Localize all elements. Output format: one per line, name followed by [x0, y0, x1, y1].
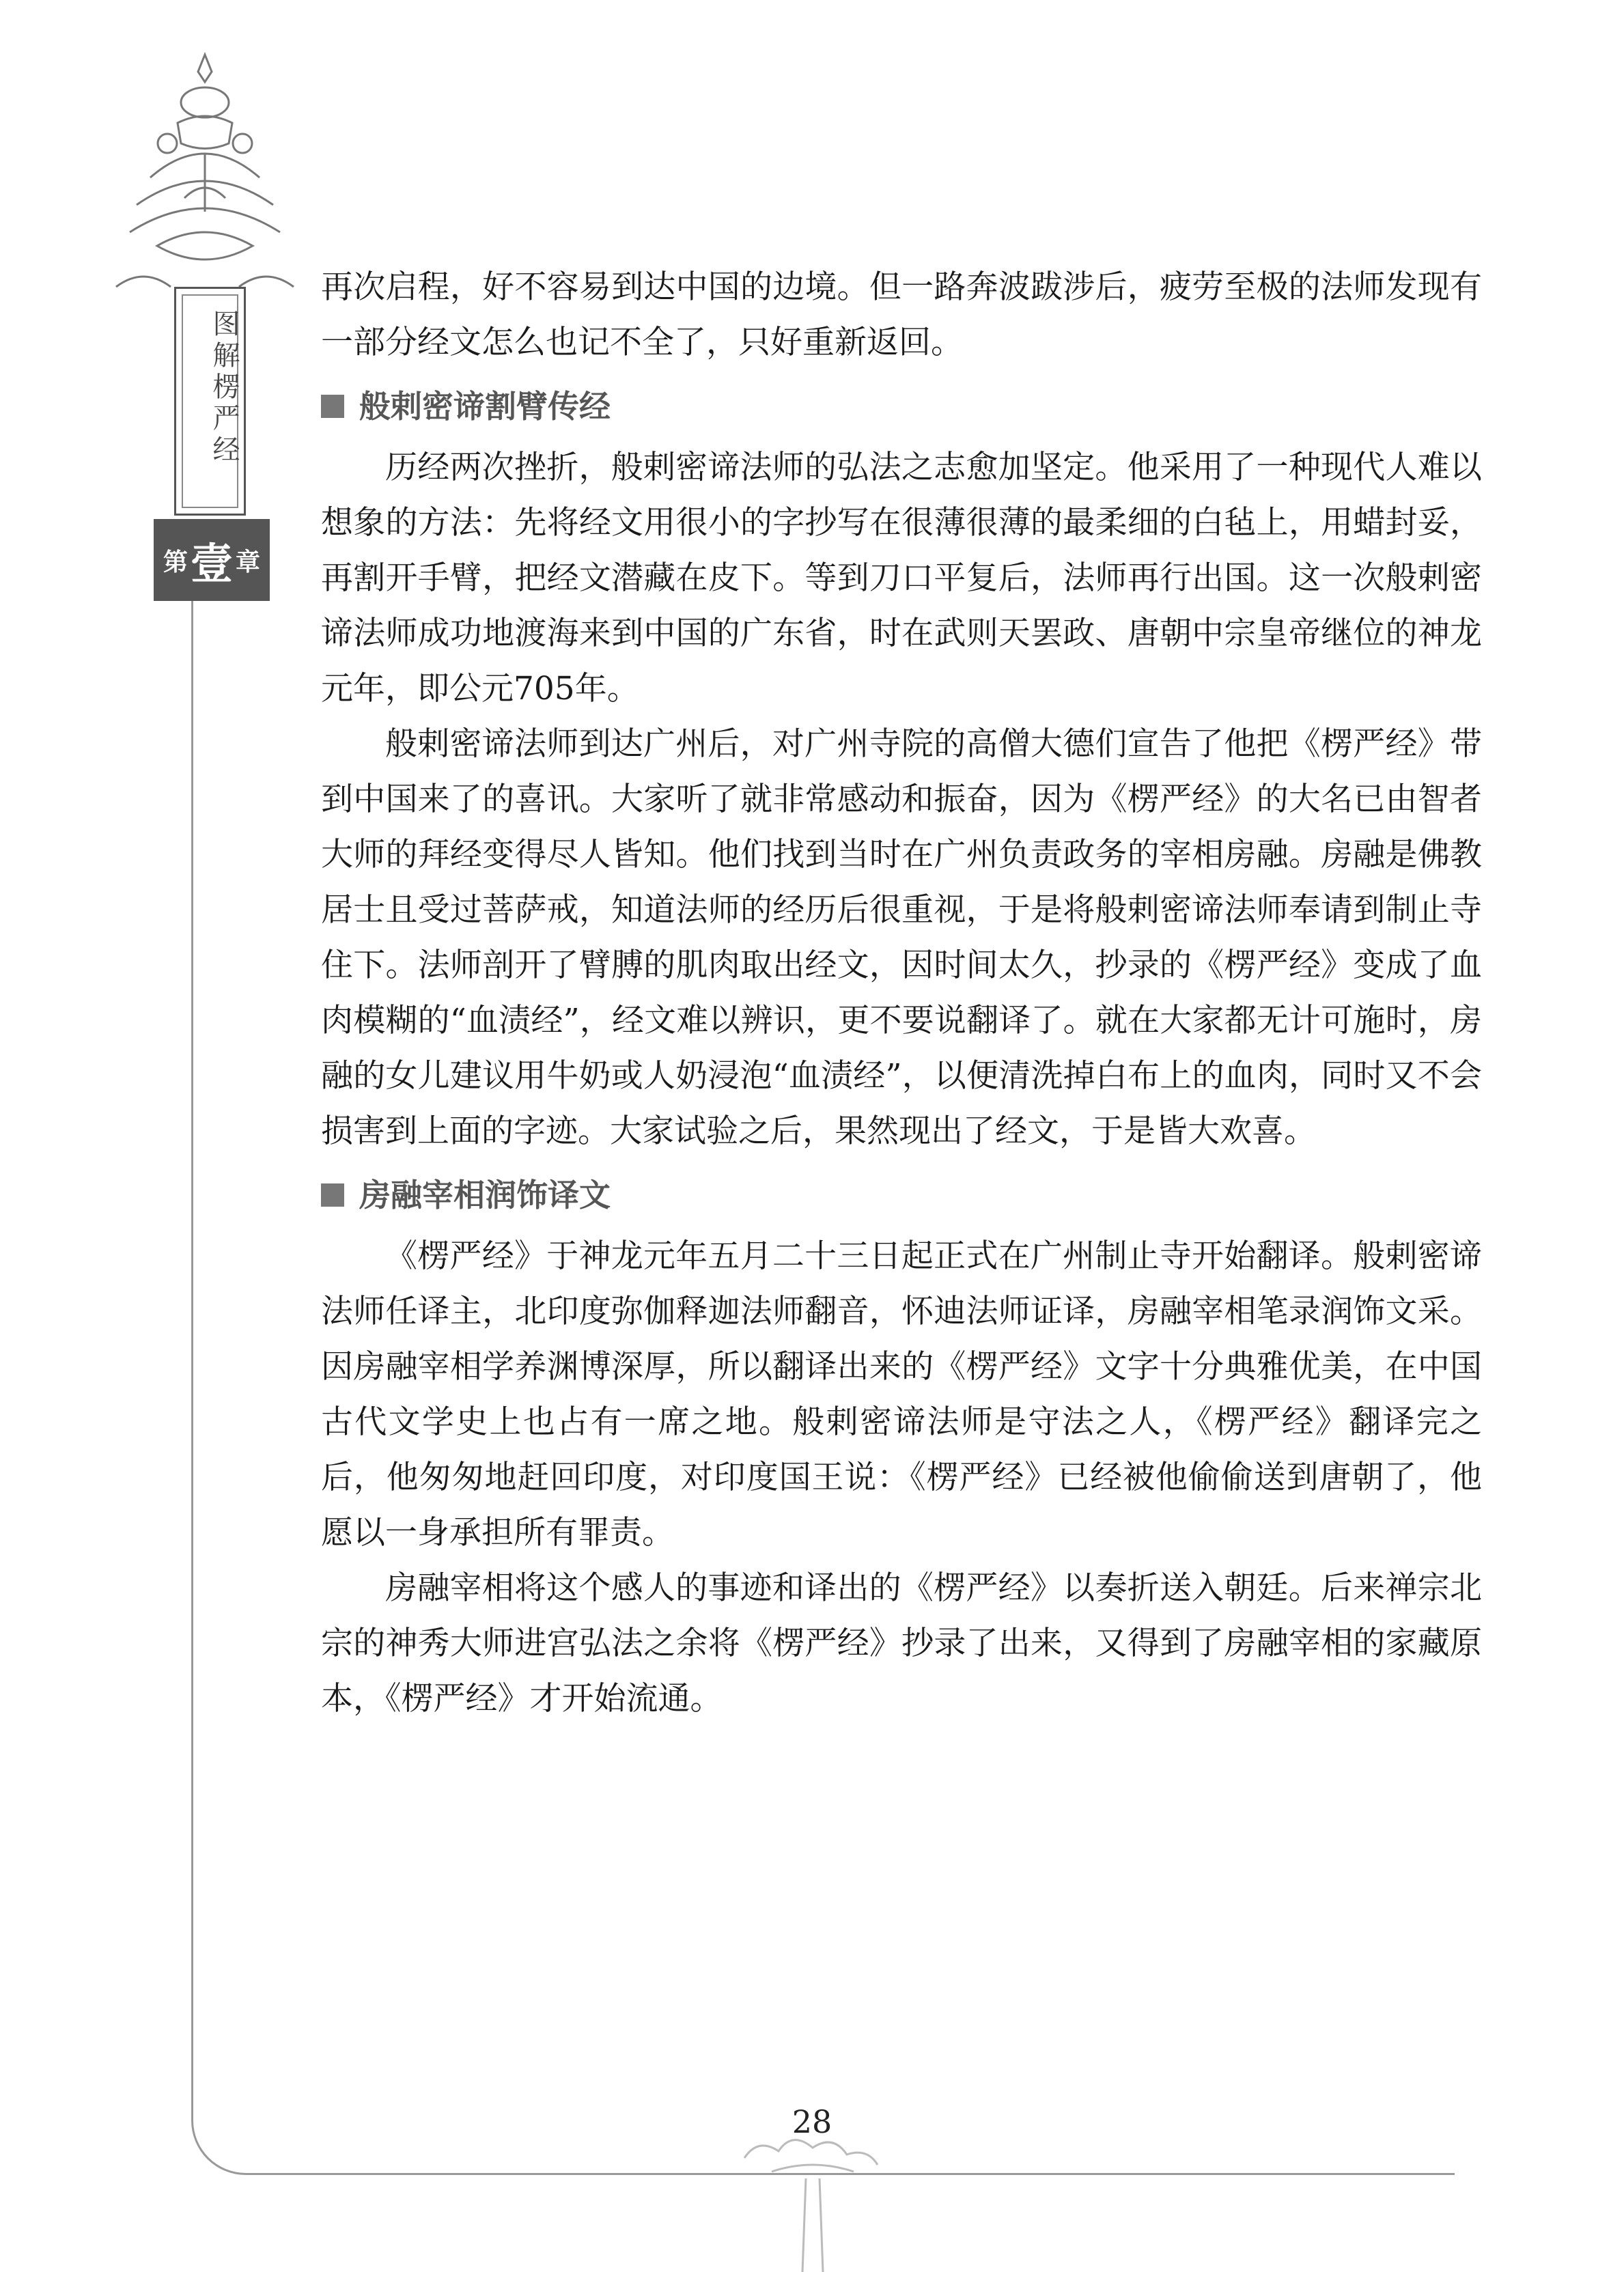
paragraph-4: 《楞严经》于神龙元年五月二十三日起正式在广州制止寺开始翻译。般剌密谛法师任译主，北印度弥伽释迦法师翻音，怀迪法师证译，房融宰相笔录润饰文采。因房融宰相学养渊博深厚，所以翻译出来的《楞严经》文字十分典雅优美，在中国古代文学史上也占有一席之地。般剌密谛法师是守法之人，《楞严经》翻译完之后，他匆匆地赶回印度，对印度国王说：《楞严经》已经被他偷偷送到唐朝了，他愿以一身承担所有罪责。: [321, 1237, 1482, 1552]
chapter-number: 壹: [190, 538, 233, 589]
page-number: 28: [792, 2103, 832, 2140]
chapter-badge: [154, 519, 270, 601]
main-content: [321, 260, 1482, 1726]
book-title: 图解楞严经: [208, 309, 240, 466]
chapter-prefix: 第: [163, 548, 188, 576]
square-bullet-icon: [321, 395, 344, 418]
paragraph-5: 房融宰相将这个感人的事迹和译出的《楞严经》以奏折送入朝廷。后来禅宗北宗的神秀大师进宫弘法之余将《楞严经》抄录了出来，又得到了房融宰相的家藏原本，《楞严经》才开始流通。: [321, 1569, 1482, 1717]
paragraph-3: 般剌密谛法师到达广州后，对广州寺院的高僧大德们宣告了他把《楞严经》带到中国来了的喜讯。大家听了就非常感动和振奋，因为《楞严经》的大名已由智者大师的拜经变得尽人皆知。他们找到当时在广州负责政务的宰相房融。房融是佛教居士且受过菩萨戒，知道法师的经历后很重视，于是将般剌密谛法师奉请到制止寺住下。法师剖开了臂膊的肌肉取出经文，因时间太久，抄录的《楞严经》变成了血肉模糊的“血渍经”，经文难以辨识，更不要说翻译了。就在大家都无计可施时，房融的女儿建议用牛奶或人奶浸泡“血渍经”，以便清洗掉白布上的血肉，同时又不会损害到上面的字迹。大家试验之后，果然现出了经文，于是皆大欢喜。: [321, 725, 1482, 1150]
chapter-suffix: 章: [236, 548, 261, 576]
square-bullet-icon: [321, 1183, 344, 1207]
paragraph-2: 历经两次挫折，般剌密谛法师的弘法之志愈加坚定。他采用了一种现代人难以想象的方法：先将经文用很小的字抄写在很薄很薄的最柔细的白毡上，用蜡封妥，再割开手臂，把经文潜藏在皮下。等到刀口平复后，法师再行出国。这一次般剌密谛法师成功地渡海来到中国的广东省，时在武则天罢政、唐朝中宗皇帝继位的神龙元年，即公元705年。: [321, 449, 1482, 707]
section-heading-1-text: 般剌密谛割臂传经: [359, 388, 611, 425]
lotus-vajra-ornament-icon: [102, 41, 307, 328]
section-heading-1: [321, 382, 1482, 430]
section-heading-2-text: 房融宰相润饰译文: [359, 1177, 611, 1214]
section-heading-2: [321, 1171, 1482, 1219]
book-title-tab: [174, 287, 246, 516]
paragraph-1: 再次启程，好不容易到达中国的边境。但一路奔波跋涉后，疲劳至极的法师发现有一部分经文怎么也记不全了，只好重新返回。: [321, 268, 1482, 361]
